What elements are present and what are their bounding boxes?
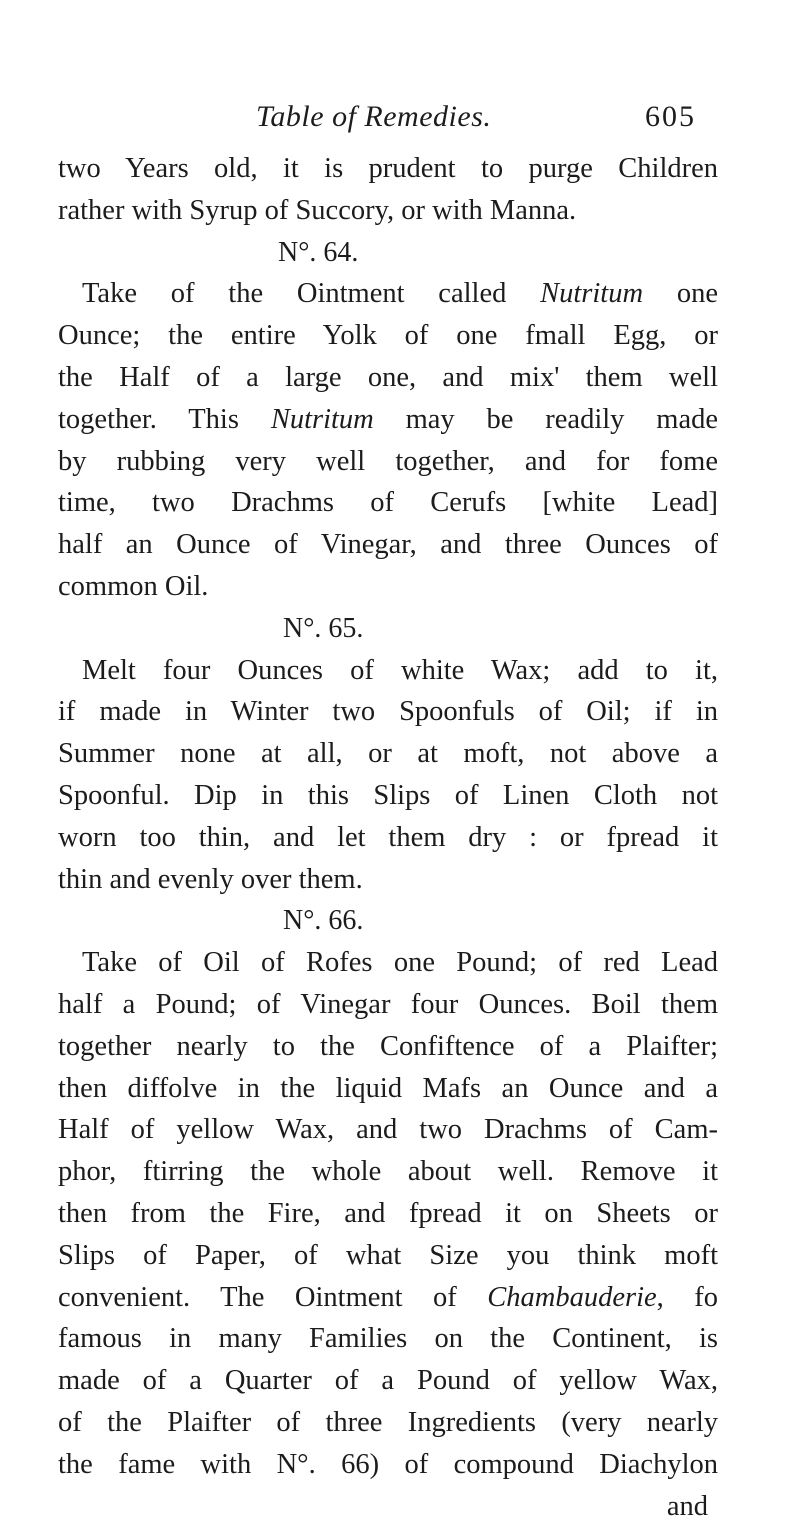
- recipe-number-65: N°. 65.: [58, 608, 718, 650]
- text-line: time, two Drachms of Cerufs [white Lead]: [58, 482, 718, 524]
- text-line: together nearly to the Confiftence of a Plaifter;: [58, 1026, 718, 1068]
- catchword: and: [58, 1486, 718, 1527]
- running-head: [0, 100, 800, 140]
- text-line: Slips of Paper, of what Size you think moft: [58, 1235, 718, 1277]
- text-line: by rubbing very well together, and for fome: [58, 441, 718, 483]
- text-line: if made in Winter two Spoonfuls of Oil; if in: [58, 691, 718, 733]
- body-text: [58, 148, 718, 1527]
- italic-term: Nutritum: [540, 278, 643, 309]
- page-number: 605: [645, 100, 696, 134]
- text-line: then diffolve in the liquid Mafs an Ounce and a: [58, 1068, 718, 1110]
- text-line: phor, ftirring the whole about well. Remove it: [58, 1151, 718, 1193]
- text-line: thin and evenly over them.: [58, 859, 718, 901]
- recipe-number-64: N°. 64.: [58, 232, 718, 274]
- text-line: common Oil.: [58, 566, 718, 608]
- text-line: Ounce; the entire Yolk of one fmall Egg, or: [58, 315, 718, 357]
- text-line: worn too thin, and let them dry : or fpread it: [58, 817, 718, 859]
- recipe-number-66: N°. 66.: [58, 900, 718, 942]
- running-title: Table of Remedies.: [256, 100, 491, 134]
- text-line: Half of yellow Wax, and two Drachms of Cam-: [58, 1109, 718, 1151]
- text-line: rather with Syrup of Succory, or with Manna.: [58, 190, 718, 232]
- text-line: of the Plaifter of three Ingredients (very nearly: [58, 1402, 718, 1444]
- text-line: the Half of a large one, and mix' them well: [58, 357, 718, 399]
- text-line: the fame with N°. 66) of compound Diachylon: [58, 1444, 718, 1486]
- text-line: Take of Oil of Rofes one Pound; of red Lead: [58, 942, 718, 984]
- text-line: then from the Fire, and fpread it on Sheets or: [58, 1193, 718, 1235]
- text-line: Melt four Ounces of white Wax; add to it,: [58, 650, 718, 692]
- text-line: made of a Quarter of a Pound of yellow Wax,: [58, 1360, 718, 1402]
- text-line: half a Pound; of Vinegar four Ounces. Boil them: [58, 984, 718, 1026]
- italic-term: Nutritum: [271, 404, 374, 435]
- text-line: famous in many Families on the Continent, is: [58, 1318, 718, 1360]
- text-line: half an Ounce of Vinegar, and three Ounces of: [58, 524, 718, 566]
- text-line: together. This Nutritum may be readily made: [58, 399, 718, 441]
- text-line: Take of the Ointment called Nutritum one: [58, 273, 718, 315]
- text-line: convenient. The Ointment of Chambauderie, fo: [58, 1277, 718, 1319]
- text-line: Summer none at all, or at moft, not above a: [58, 733, 718, 775]
- text-line: two Years old, it is prudent to purge Children: [58, 148, 718, 190]
- italic-term: Chambauderie: [487, 1282, 656, 1313]
- text-line: Spoonful. Dip in this Slips of Linen Cloth not: [58, 775, 718, 817]
